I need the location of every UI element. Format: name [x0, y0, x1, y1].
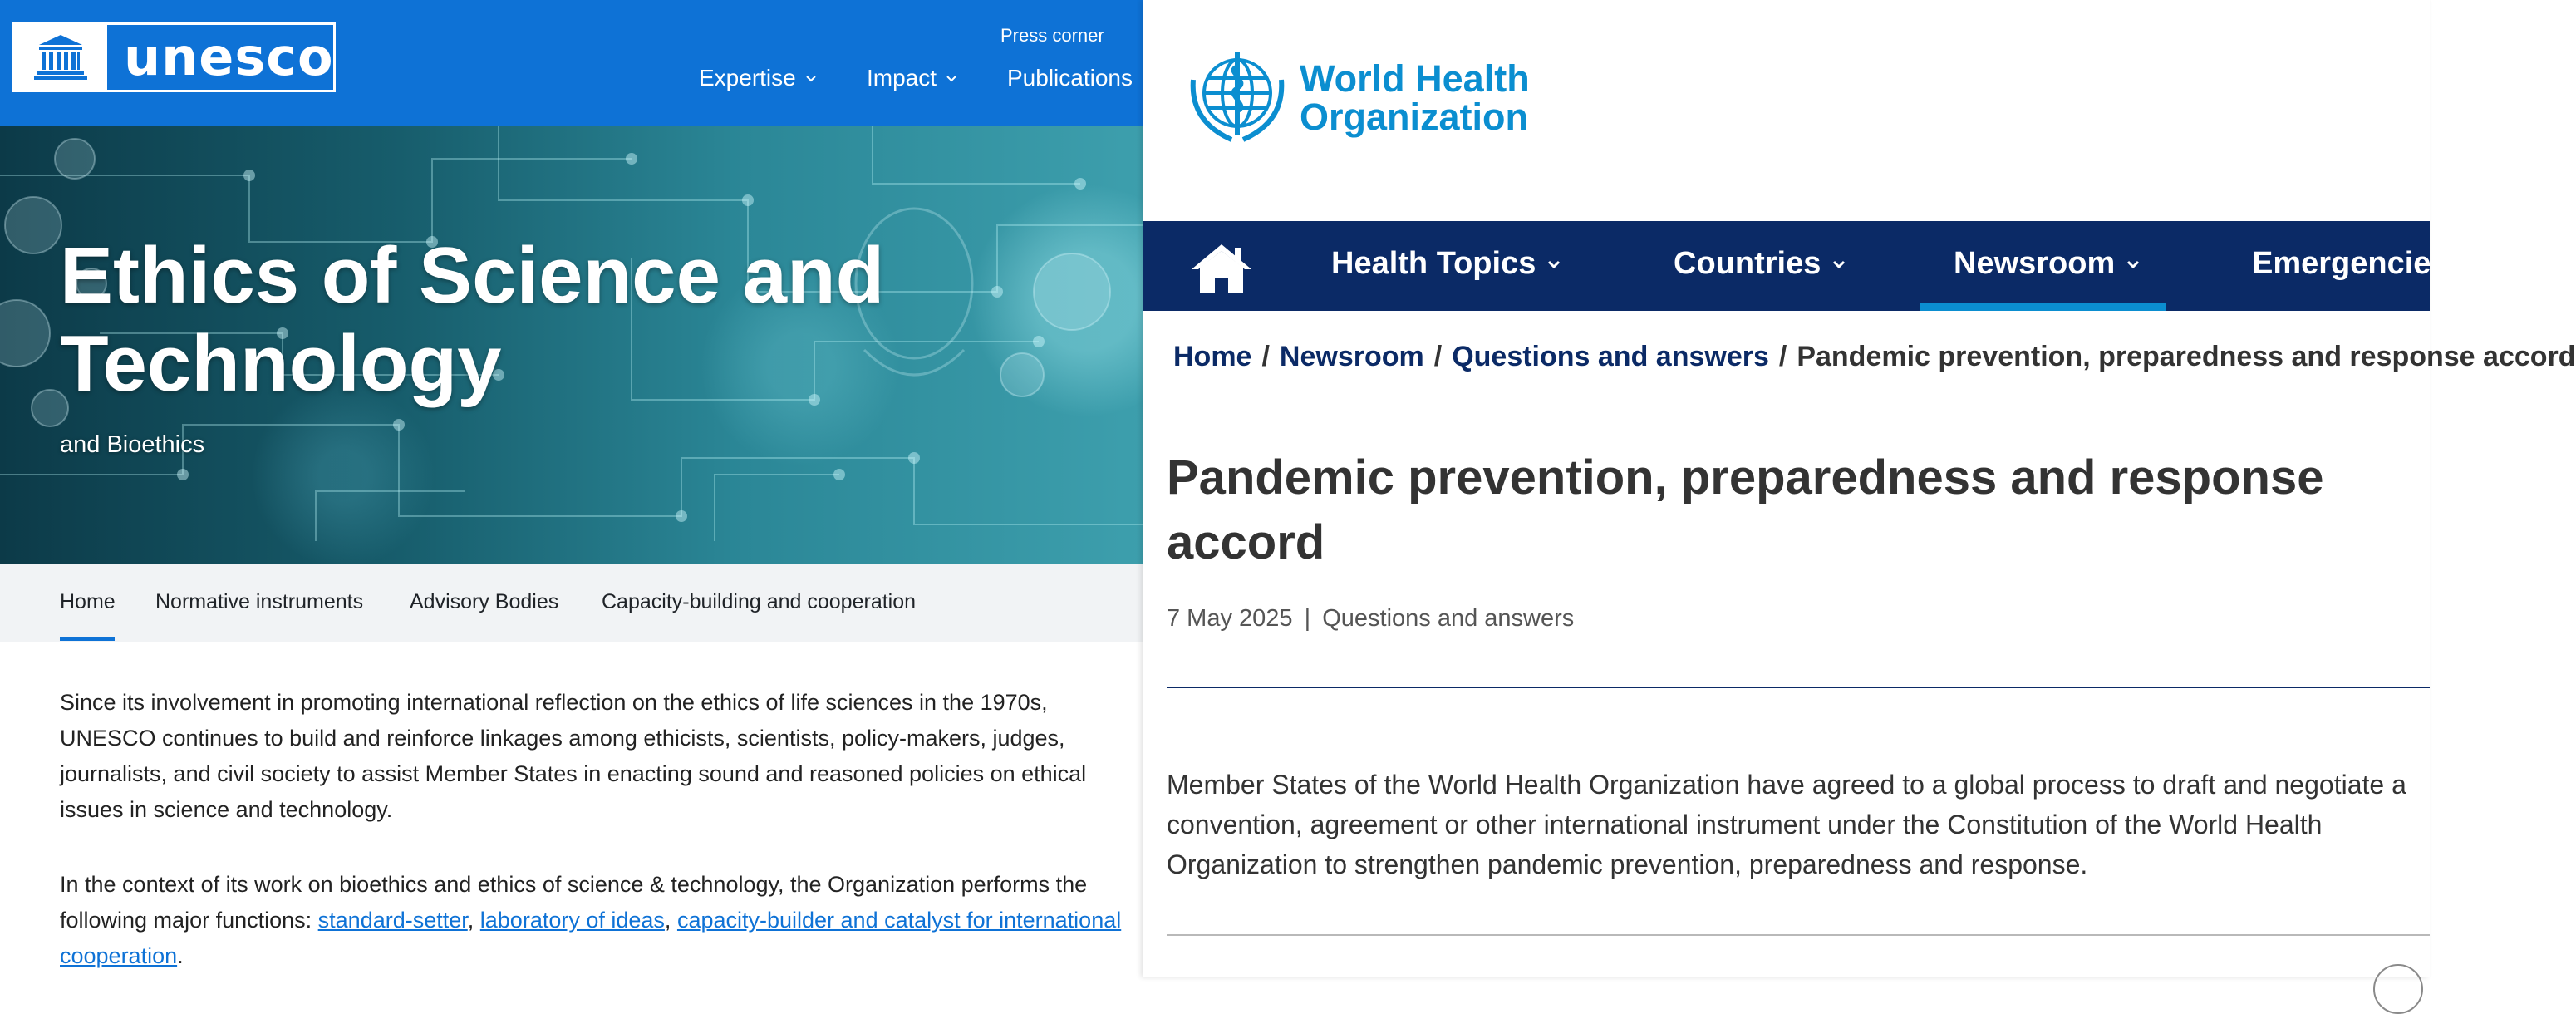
nav-publications-label: Publications — [1007, 65, 1133, 91]
active-tab-indicator — [60, 637, 115, 641]
who-logo-line1: World Health — [1300, 57, 1530, 100]
who-emblem-icon[interactable] — [1182, 47, 1293, 150]
page-title: Ethics of Science and Technology — [60, 231, 885, 408]
functions-paragraph — [60, 867, 1132, 974]
breadcrumb — [1173, 341, 2576, 373]
breadcrumb-newsroom[interactable]: Newsroom — [1279, 341, 1424, 372]
unesco-logo-text: unesco — [124, 27, 334, 87]
nav-emergencies-label: Emergencies — [2252, 246, 2449, 281]
intro-paragraph: Since its involvement in promoting international reflection on the ethics of life sciences in the 1970s, UNESCO continues to build and reinforce linkages among ethicists, scientists, policy-makers, judges, journalists, and civil society to assist Member States in enacting sound and reasoned policies on ethical issues in science and technology. — [60, 690, 1087, 822]
section-subnav — [0, 564, 1143, 642]
page-subtitle: and Bioethics — [60, 431, 205, 458]
hero-banner — [0, 126, 1143, 564]
chevron-down-icon — [1831, 256, 1847, 273]
tab-normative-instruments[interactable]: Normative instruments — [155, 590, 364, 613]
laboratory-of-ideas-link[interactable]: laboratory of ideas — [479, 908, 665, 933]
nav-newsroom-label: Newsroom — [1954, 246, 2116, 281]
period-text: . — [177, 943, 184, 968]
chevron-down-icon — [945, 71, 958, 85]
chevron-down-icon — [804, 71, 818, 85]
tab-advisory-bodies[interactable]: Advisory Bodies — [410, 590, 559, 613]
breadcrumb-home[interactable]: Home — [1173, 341, 1252, 372]
nav-expertise[interactable] — [699, 65, 818, 91]
nav-impact[interactable] — [867, 65, 958, 91]
nav-expertise-label: Expertise — [699, 65, 796, 91]
nav-impact-label: Impact — [867, 65, 937, 91]
tab-home[interactable]: Home — [60, 590, 116, 613]
unesco-logo[interactable] — [12, 22, 336, 92]
article-body: Member States of the World Health Organization have agreed to a global process to draft and negotiate a convention, agreement or other international instrument under the Constitution of the World Health Organization to strengthen pandemic prevention, preparedness and response. — [1167, 770, 2406, 879]
scroll-to-top-button[interactable] — [2373, 964, 2423, 1014]
divider — [1167, 934, 2430, 936]
nav-newsroom[interactable] — [1954, 246, 2141, 282]
nav-countries-label: Countries — [1674, 246, 1821, 281]
unesco-temple-icon — [14, 25, 107, 90]
unesco-header — [0, 0, 1143, 126]
unesco-page — [0, 0, 1143, 977]
separator-text: , — [467, 908, 480, 933]
who-page — [1143, 0, 2576, 977]
breadcrumb-separator: / — [1261, 341, 1270, 372]
breadcrumb-separator: / — [1778, 341, 1787, 372]
breadcrumb-questions-and-answers[interactable]: Questions and answers — [1452, 341, 1769, 372]
nav-countries[interactable] — [1674, 246, 1847, 282]
capacity-builder-link[interactable]: capacity-builder and catalyst for international cooperation — [60, 908, 1122, 968]
who-main-nav — [1143, 221, 2449, 311]
chevron-down-icon — [1546, 256, 1562, 273]
active-nav-indicator — [1920, 303, 2166, 311]
nav-publications[interactable] — [1007, 65, 1133, 91]
breadcrumb-separator: / — [1433, 341, 1443, 372]
who-logo-line2: Organization — [1300, 96, 1529, 138]
nav-health-topics-label: Health Topics — [1331, 246, 1536, 281]
article-title: Pandemic prevention, preparedness and response accord — [1167, 450, 2324, 569]
article-meta — [1167, 605, 1574, 633]
nav-health-topics[interactable] — [1331, 246, 1562, 282]
article-category: Questions and answers — [1322, 605, 1575, 632]
chevron-down-icon — [2125, 256, 2141, 273]
who-logo-text[interactable] — [1300, 57, 1530, 138]
tab-capacity-building[interactable]: Capacity-building and cooperation — [602, 590, 917, 613]
article-date: 7 May 2025 — [1167, 605, 1293, 632]
standard-setter-link[interactable]: standard-setter — [317, 908, 468, 933]
press-corner-link[interactable]: Press corner — [1000, 25, 1104, 46]
nav-emergencies[interactable] — [2252, 246, 2449, 282]
separator-text: , — [664, 908, 677, 933]
divider — [1167, 687, 2430, 688]
home-icon[interactable] — [1190, 243, 1253, 294]
breadcrumb-current: Pandemic prevention, preparedness and response accord — [1797, 341, 2576, 372]
meta-separator: | — [1304, 605, 1311, 632]
functions-intro-text: In the context of its work on bioethics and ethics of science & technology, the Organization performs the following major functions: — [60, 872, 1088, 933]
